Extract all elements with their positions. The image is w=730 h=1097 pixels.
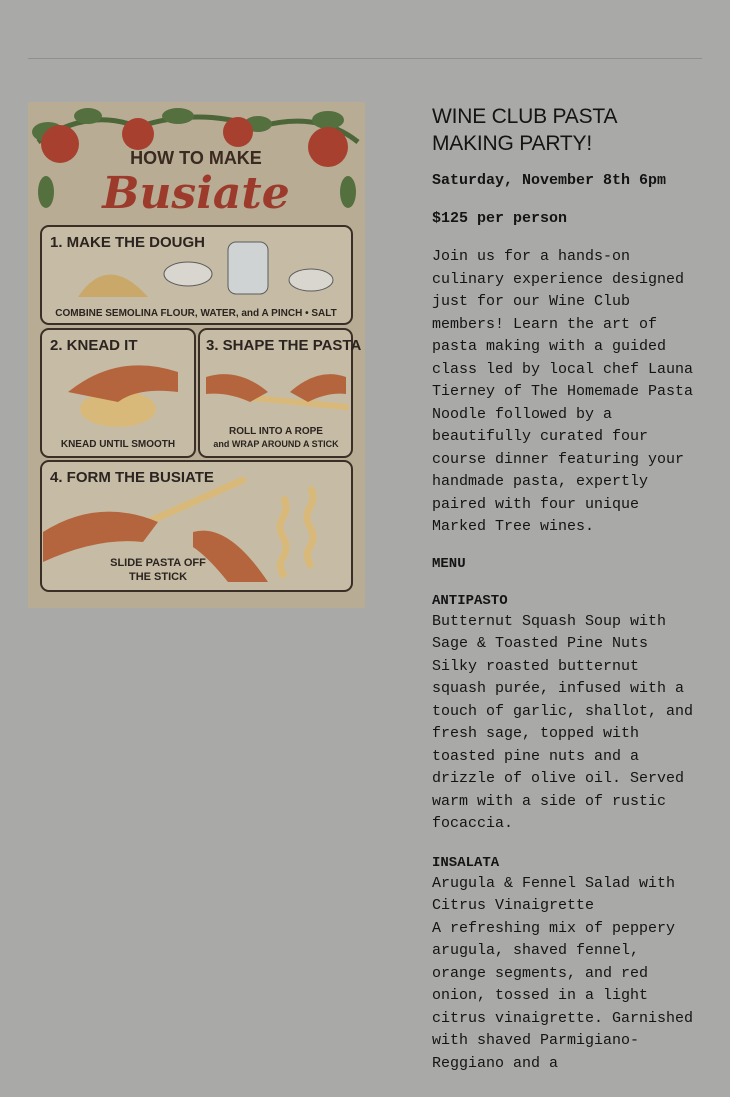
course-heading: ANTIPASTO (432, 592, 508, 609)
step-2-title: 2. KNEAD IT (50, 337, 138, 354)
poster-heading-small: HOW TO MAKE (130, 148, 262, 168)
header-divider (28, 58, 702, 59)
step-1-caption: COMBINE SEMOLINA FLOUR, WATER, and A PINCH • SALT (55, 308, 337, 319)
step-4-title: 4. FORM THE BUSIATE (50, 469, 214, 486)
course-description: Butternut Squash Soup with Sage & Toasted Pine Nuts Silky roasted butternut squash purée, infused with a touch of garlic, shallot, and fresh sage, topped with toasted pine nuts and a drizzle of olive oil. Served warm with a side of rustic focaccia. (432, 612, 694, 832)
menu-heading: MENU (432, 555, 466, 572)
step-4-caption: SLIDE PASTA OFF (110, 557, 206, 569)
event-details (432, 103, 702, 1075)
poster-heading-big: Busiate (102, 168, 290, 219)
menu-course-antipasto (432, 591, 702, 836)
step-1-title: 1. MAKE THE DOUGH (50, 234, 206, 251)
event-poster-image (28, 102, 365, 608)
course-description: Arugula & Fennel Salad with Citrus Vinaigrette A refreshing mix of peppery arugula, shaved fennel, orange segments, and red onion, tossed in a light citrus vinaigrette. Garnished with shaved Parmigiano-Reggiano and a (432, 874, 694, 1072)
step-4-caption-2: THE STICK (128, 571, 188, 583)
event-date: Saturday, November 8th 6pm (432, 172, 667, 189)
course-heading: INSALATA (432, 854, 500, 871)
event-title: WINE CLUB PASTA MAKING PARTY! (432, 105, 617, 155)
step-3-title: 3. SHAPE THE PASTA (206, 337, 362, 354)
step-2-caption: KNEAD UNTIL SMOOTH (60, 439, 176, 450)
event-description: Join us for a hands-on culinary experience designed just for our Wine Club members! Learn the art of pasta making with a guided class led by local chef Launa Tierney of The Homemade Pasta Noodle followed by a beautifully curated four course dinner featuring your handmade pasta, expertly paired with four unique Marked Tree wines. (432, 248, 694, 535)
event-price: $125 per person (432, 210, 568, 227)
step-3-caption: ROLL INTO A ROPE (229, 426, 323, 437)
step-3-caption-2: and WRAP AROUND A STICK (213, 439, 339, 449)
menu-course-insalata (432, 853, 702, 1076)
busiate-poster-illustration (28, 102, 365, 608)
